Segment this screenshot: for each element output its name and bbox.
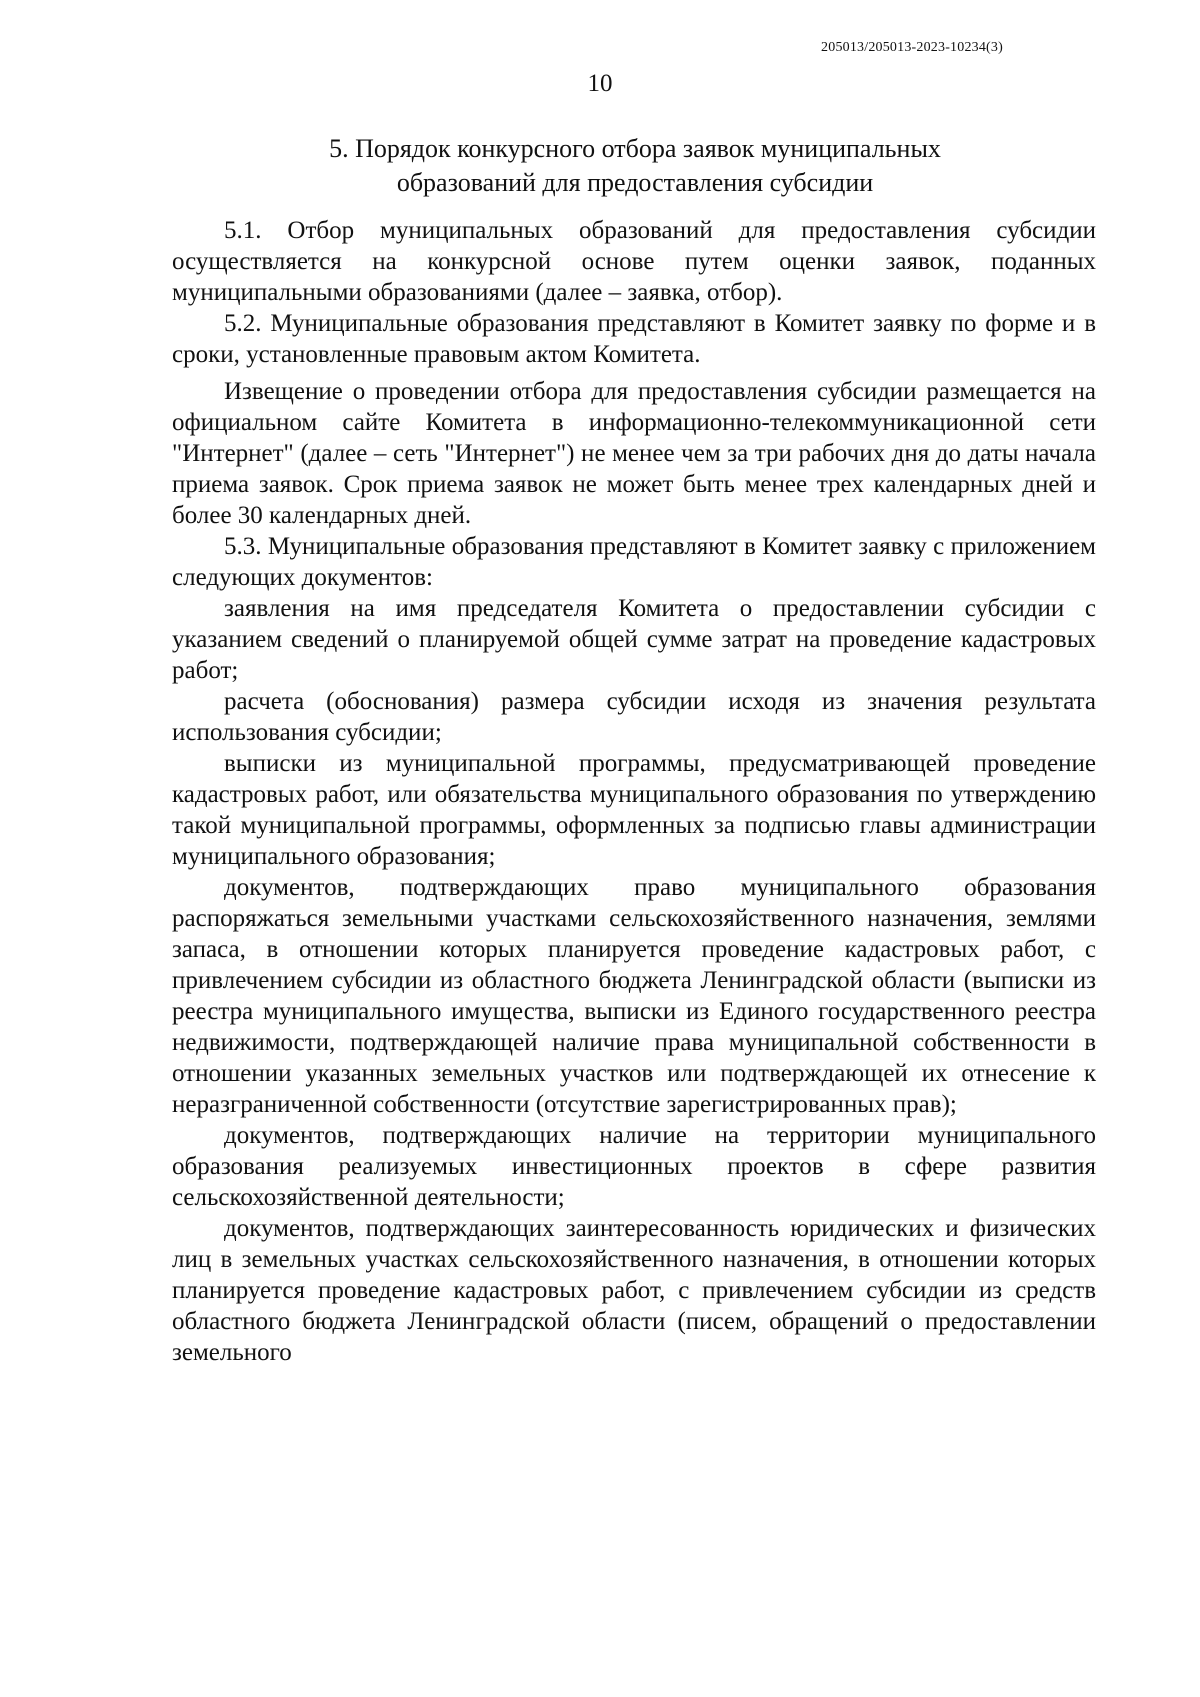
paragraph-5-3: 5.3. Муниципальные образования представляют в Комитет заявку с приложением следующих документов: [172, 533, 1096, 591]
page-number: 10 [587, 70, 613, 97]
section-title-line-1: 5. Порядок конкурсного отбора заявок муниципальных [329, 134, 941, 163]
list-item-land-rights: документов, подтверждающих право муниципального образования распоряжаться земельными участками сельскохозяйственного назначения, землями запаса, в отношении которых планируется проведение кадастровых работ, с привлечением субсидии из областного бюджета Ленинградской области (выписки из реестра муниципального имущества, выписки из Единого государственного реестра недвижимости, подтверждающей наличие права муниципальной собственности в отношении указанных земельных участков или подтверждающей их отнесение к неразграниченной собственности (отсутствие зарегистрированных прав); [172, 874, 1096, 1118]
document-body [172, 215, 1096, 1368]
document-id: 205013/205013-2023-10234(3) [821, 40, 1003, 55]
section-title-line-2: образований для предоставления субсидии [396, 168, 874, 197]
list-item-application: заявления на имя председателя Комитета о предоставлении субсидии с указанием сведений о планируемой общей сумме затрат на проведение кадастровых работ; [172, 595, 1096, 684]
paragraph-notice: Извещение о проведении отбора для предоставления субсидии размещается на официальном сайте Комитета в информационно-телекоммуникационной сети "Интернет" (далее – сеть "Интернет") не менее чем за три рабочих дня до даты начала приема заявок. Срок приема заявок не может быть менее трех календарных дней и более 30 календарных дней. [172, 378, 1096, 529]
list-item-investment-projects: документов, подтверждающих наличие на территории муниципального образования реализуемых инвестиционных проектов в сфере развития сельскохозяйственной деятельности; [172, 1122, 1096, 1211]
paragraph-5-1: 5.1. Отбор муниципальных образований для предоставления субсидии осуществляется на конкурсной основе путем оценки заявок, поданных муниципальными образованиями (далее – заявка, отбор). [172, 217, 1096, 306]
list-item-interest-documents: документов, подтверждающих заинтересованность юридических и физических лиц в земельных участках сельскохозяйственного назначения, в отношении которых планируется проведение кадастровых работ, с привлечением субсидии из средств областного бюджета Ленинградской области (писем, обращений о предоставлении земельного [172, 1215, 1096, 1366]
list-item-calculation: расчета (обоснования) размера субсидии исходя из значения результата использования субсидии; [172, 688, 1096, 746]
list-item-program-extract: выписки из муниципальной программы, предусматривающей проведение кадастровых работ, или обязательства муниципального образования по утверждению такой муниципальной программы, оформленных за подписью главы администрации муниципального образования; [172, 750, 1096, 870]
section-title [170, 132, 1100, 200]
paragraph-5-2: 5.2. Муниципальные образования представляют в Комитет заявку по форме и в сроки, установленные правовым актом Комитета. [172, 310, 1096, 368]
